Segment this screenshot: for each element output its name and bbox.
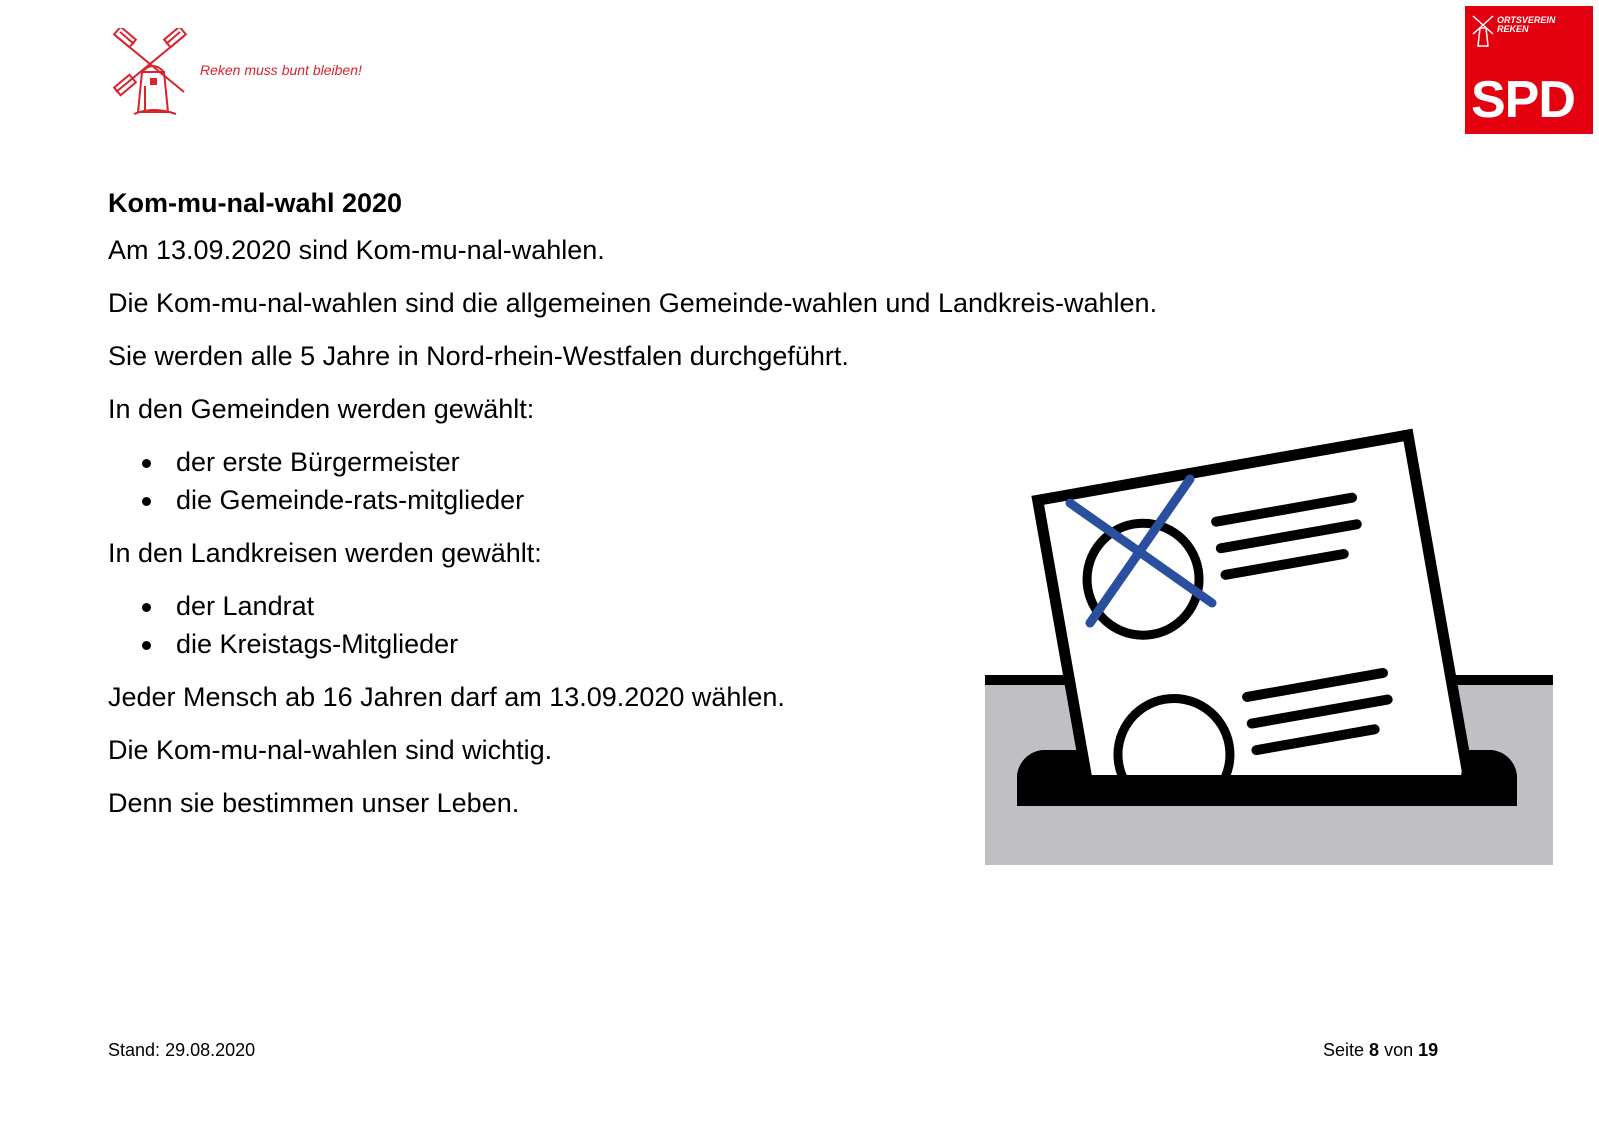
ortsverein-label (1497, 16, 1555, 34)
list-item: der Landrat (176, 587, 1408, 625)
stand-label: Stand: (108, 1040, 161, 1060)
ortsverein-line1: ORTSVEREIN (1497, 15, 1556, 25)
list-item: die Gemeinde-rats-mitglieder (176, 481, 1408, 519)
ballot-box-icon (985, 395, 1553, 865)
paragraph: In den Landkreisen werden gewählt: (108, 538, 542, 568)
paragraph: Die Kom-mu-nal-wahlen sind die allgemeinen Gemeinde-wahlen und Landkreis-wahlen. (108, 288, 1158, 318)
spd-badge (1465, 6, 1593, 134)
paragraph: Die Kom-mu-nal-wahlen sind wichtig. (108, 735, 553, 765)
paragraph: Jeder Mensch ab 16 Jahren darf am 13.09.2020 wählen. (108, 682, 785, 712)
stand-date: 29.08.2020 (165, 1040, 256, 1060)
page-title: Kom-mu-nal-wahl 2020 (108, 188, 403, 218)
ortsverein-line2: REKEN (1497, 24, 1529, 34)
windmill-small-icon (1471, 14, 1495, 50)
windmill-logo-icon (112, 28, 192, 120)
page-total: 19 (1418, 1040, 1439, 1060)
page-of: von (1384, 1040, 1414, 1060)
spd-wordmark: SPD (1471, 71, 1575, 129)
paragraph: Am 13.09.2020 sind Kom-mu-nal-wahlen. (108, 235, 605, 265)
page-number (1323, 1040, 1438, 1061)
paragraph: In den Gemeinden werden gewählt: (108, 394, 535, 424)
page-current: 8 (1369, 1040, 1380, 1060)
paragraph: Sie werden alle 5 Jahre in Nord-rhein-Westfalen durchgeführt. (108, 341, 849, 371)
page-label: Seite (1323, 1040, 1365, 1060)
paragraph: Denn sie bestimmen unser Leben. (108, 788, 520, 818)
list-item: der erste Bürgermeister (176, 443, 1408, 481)
slogan: Reken muss bunt bleiben! (200, 62, 362, 78)
list-item: die Kreistags-Mitglieder (176, 625, 1408, 663)
footer-date (108, 1040, 255, 1061)
